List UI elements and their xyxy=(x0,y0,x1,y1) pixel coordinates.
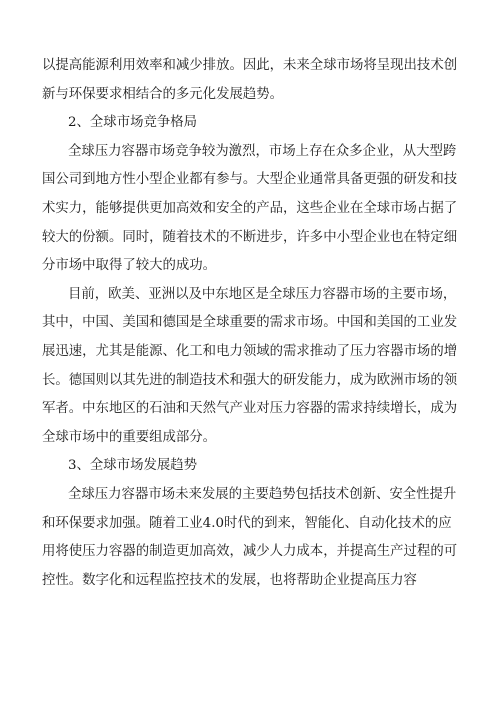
paragraph-trends: 全球压力容器市场未来发展的主要趋势包括技术创新、安全性提升和环保要求加强。随着工业4.0时代的到来，智能化、自动化技术的应用将使压力容器的制造更加高效，减少人力成本，并提高生产过程的可控性。数字化和远程监控技术的发展，也将帮助企业提高压力容 xyxy=(42,486,458,588)
paragraph-regional-markets: 目前，欧美、亚洲以及中东地区是全球压力容器市场的主要市场，其中，中国、美国和德国是全球重要的需求市场。中国和美国的工业发展迅速，尤其是能源、化工和电力领域的需求推动了压力容器市场的增长。德国则以其先进的制造技术和强大的研发能力，成为欧洲市场的领军者。中东地区的石油和天然气产业对压力容器的需求持续增长，成为全球市场中的重要组成部分。 xyxy=(42,286,458,445)
section-heading-competition: 2、全球市场竞争格局 xyxy=(68,115,198,131)
paragraph-intro-continuation: 以提高能源利用效率和减少排放。因此，未来全球市场将呈现出技术创新与环保要求相结合的多元化发展趋势。 xyxy=(42,58,458,102)
paragraph-competition-overview: 全球压力容器市场竞争较为激烈，市场上存在众多企业，从大型跨国公司到地方性小型企业都有参与。大型企业通常具备更强的研发和技术实力，能够提供更加高效和安全的产品，这些企业在全球市场占据了较大的份额。同时，随着技术的不断进步，许多中小型企业也在特定细分市场中取得了较大的成功。 xyxy=(42,143,458,274)
section-heading-trends: 3、全球市场发展趋势 xyxy=(68,458,198,474)
